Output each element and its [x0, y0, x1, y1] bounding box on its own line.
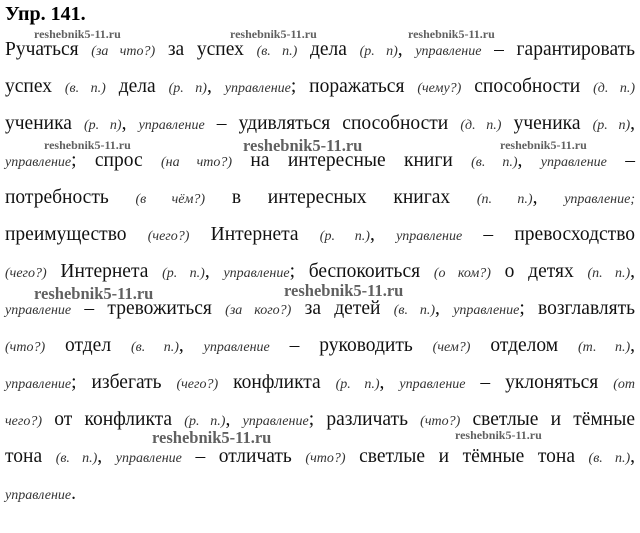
- text-segment: отделом: [470, 335, 579, 356]
- text-segment: дела: [297, 39, 360, 60]
- text-line: [5, 371, 635, 397]
- text-segment: ,: [532, 187, 565, 208]
- text-segment: ,: [369, 224, 397, 245]
- grammar-note: (за что?): [91, 44, 156, 59]
- text-segment: ,: [225, 409, 243, 430]
- text-segment: светлые и тёмные: [460, 409, 635, 430]
- text-segment: ,: [97, 446, 116, 467]
- text-line: [5, 75, 635, 101]
- text-segment: ,: [397, 39, 416, 60]
- grammar-note: (в. п.): [471, 155, 518, 170]
- text-segment: светлые и тёмные тона: [345, 446, 589, 467]
- grammar-note: (р. п.): [184, 414, 226, 429]
- text-line: [5, 482, 635, 508]
- grammar-note: (р. п): [84, 118, 122, 133]
- text-segment: ,: [379, 372, 400, 393]
- grammar-note: (п. п.): [587, 266, 631, 281]
- text-segment: Интернета: [189, 224, 320, 245]
- grammar-note: управление: [203, 340, 270, 355]
- text-segment: ,: [204, 261, 224, 282]
- text-segment: ученика: [501, 113, 593, 134]
- text-segment: ; различать: [308, 409, 421, 430]
- grammar-note: (чего?): [5, 266, 47, 281]
- grammar-note: управление: [224, 81, 291, 96]
- grammar-note: управление: [5, 303, 72, 318]
- grammar-note: управление: [5, 155, 72, 170]
- grammar-note: (д. п.): [593, 81, 636, 96]
- watermark: reshebnik5-11.ru: [230, 27, 317, 41]
- text-segment: ,: [178, 335, 204, 356]
- text-segment: за успех: [155, 39, 257, 60]
- text-segment: ,: [630, 335, 635, 356]
- grammar-note: (в. п.): [588, 451, 631, 466]
- watermark: reshebnik5-11.ru: [500, 138, 587, 152]
- text-segment: ,: [435, 298, 454, 319]
- grammar-note: (в. п.): [256, 44, 298, 59]
- watermark: reshebnik5-11.ru: [34, 284, 154, 303]
- text-segment: ,: [630, 261, 636, 282]
- text-segment: – уклоняться: [465, 372, 614, 393]
- grammar-note: управление: [5, 377, 72, 392]
- text-segment: ,: [517, 150, 541, 171]
- text-segment: – отличать: [181, 446, 306, 467]
- text-segment: – превосходство: [462, 224, 636, 245]
- grammar-note: (в. п.): [393, 303, 436, 318]
- text-segment: – тревожиться: [71, 298, 226, 319]
- text-segment: конфликта: [218, 372, 336, 393]
- text-segment: – удивляться способности: [204, 113, 461, 134]
- text-segment: ; возглавлять: [519, 298, 636, 319]
- grammar-note: управление: [138, 118, 205, 133]
- grammar-note: (р. п): [168, 81, 207, 96]
- grammar-note: (за кого?): [225, 303, 292, 318]
- text-segment: ; беспокоиться: [289, 261, 434, 282]
- watermark: reshebnik5-11.ru: [284, 281, 404, 300]
- watermark: reshebnik5-11.ru: [34, 27, 121, 41]
- grammar-note: управление: [242, 414, 309, 429]
- grammar-note: управление: [453, 303, 520, 318]
- text-segment: Интернета: [46, 261, 163, 282]
- text-line: [5, 334, 635, 360]
- grammar-note: управление: [223, 266, 290, 281]
- text-segment: ,: [630, 113, 636, 134]
- text-segment: преимущество: [5, 224, 148, 245]
- text-segment: дела: [105, 76, 169, 97]
- text-line: [5, 186, 635, 212]
- text-line: [5, 445, 635, 471]
- grammar-note: (в. п.): [55, 451, 98, 466]
- text-segment: .: [71, 483, 76, 504]
- grammar-note: (чему?): [417, 81, 462, 96]
- text-segment: ; спрос: [71, 150, 161, 171]
- grammar-note: (в. п.): [130, 340, 179, 355]
- text-segment: потребность: [5, 187, 136, 208]
- watermark: reshebnik5-11.ru: [408, 27, 495, 41]
- watermark: reshebnik5-11.ru: [243, 136, 363, 155]
- watermark: reshebnik5-11.ru: [152, 428, 272, 447]
- text-segment: за детей: [291, 298, 394, 319]
- text-segment: о детях: [490, 261, 588, 282]
- text-segment: – руководить: [269, 335, 433, 356]
- text-segment: успех: [5, 76, 65, 97]
- grammar-note: (п. п.): [476, 192, 533, 207]
- grammar-note: (в. п.): [64, 81, 106, 96]
- grammar-note: управление: [396, 229, 463, 244]
- text-segment: на интересные книги: [232, 150, 472, 171]
- grammar-note: (что?): [5, 340, 46, 355]
- grammar-note: (чего?): [147, 229, 190, 244]
- grammar-note: (на что?): [161, 155, 233, 170]
- text-segment: ,: [630, 446, 636, 467]
- grammar-note: (р. п.): [319, 229, 370, 244]
- grammar-note: (что?): [305, 451, 346, 466]
- grammar-note: (чего?): [176, 377, 219, 392]
- grammar-note: (от: [613, 377, 635, 392]
- grammar-note: (т. п.): [578, 340, 631, 355]
- grammar-note: (р. п): [359, 44, 398, 59]
- grammar-note: управление: [115, 451, 182, 466]
- grammar-note: управление: [5, 488, 72, 503]
- grammar-note: чего?): [5, 414, 43, 429]
- text-segment: в интересных книгах: [205, 187, 477, 208]
- text-segment: способности: [461, 76, 594, 97]
- watermark: reshebnik5-11.ru: [455, 428, 542, 442]
- text-line: [5, 112, 635, 138]
- grammar-note: (р. п.): [335, 377, 380, 392]
- text-segment: Ручаться: [5, 39, 92, 60]
- grammar-note: управление: [415, 44, 482, 59]
- grammar-note: (чем?): [432, 340, 471, 355]
- grammar-note: (о ком?): [433, 266, 491, 281]
- grammar-note: (что?): [420, 414, 461, 429]
- text-segment: от конфликта: [42, 409, 185, 430]
- grammar-note: управление;: [564, 192, 635, 207]
- watermark: reshebnik5-11.ru: [44, 138, 131, 152]
- text-segment: ; избегать: [71, 372, 177, 393]
- text-segment: ; поражаться: [290, 76, 418, 97]
- grammar-note: управление: [399, 377, 466, 392]
- grammar-note: (д. п.): [460, 118, 502, 133]
- grammar-note: (р. п.): [162, 266, 205, 281]
- text-segment: ,: [121, 113, 139, 134]
- grammar-note: (р. п): [592, 118, 631, 133]
- text-segment: ,: [206, 76, 225, 97]
- text-segment: ученика: [5, 113, 85, 134]
- text-segment: тона: [5, 446, 56, 467]
- text-segment: отдел: [45, 335, 131, 356]
- text-segment: – гарантировать: [481, 39, 636, 60]
- text-line: [5, 223, 635, 249]
- grammar-note: управление: [540, 155, 607, 170]
- grammar-note: (в чём?): [135, 192, 206, 207]
- exercise-title: Упр. 141.: [5, 3, 86, 25]
- text-segment: –: [606, 150, 635, 171]
